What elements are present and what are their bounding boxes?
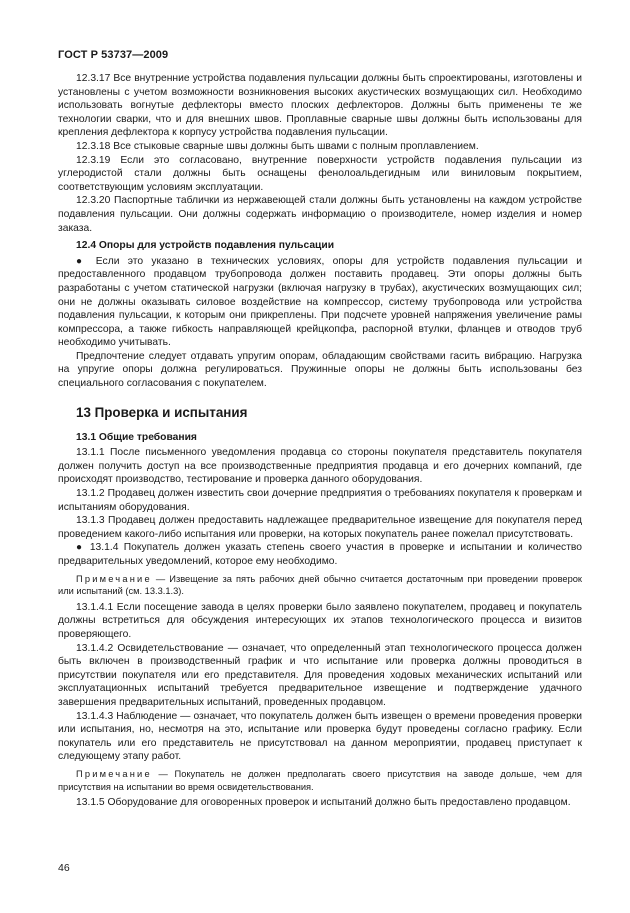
paragraph-text: 13.1.4.2 Освидетельствование — означает, что определенный этап технологического процесса должен быть включен в производственный график и что испытание или проверка должны проводиться в присутствии покупателя или его представителя. Для проведения ходовых механических испытаний или эксплуатационных испытаний требуется предварительное извещение и подтверждение удачного завершения предварительных испытаний, проведенных продавцом. [58, 642, 582, 708]
bullet-icon: ● [76, 542, 85, 554]
paragraph-text: 13.1.5 Оборудование для оговоренных проверок и испытаний должно быть предоставлено продавцом. [76, 797, 571, 809]
bullet-icon: ● [76, 255, 88, 267]
subsection-heading: 13.1 Общие требования [76, 431, 197, 443]
note-label: Примечание [76, 768, 152, 779]
note-text: Извещение за пять рабочих дней обычно считается достаточным при проведении проверок или испытаний (см. 13.3.1.3). [58, 573, 582, 597]
paragraph-text: Если это указано в технических условиях, опоры для устройств подавления пульсации и предоставленного продавцом трубопровода должен поставить продавец. Эти опоры должны быть разработаны с учетом статической нагрузки (включая нагрузку в трубах), акустических возмущающих сил; они не должны оказывать силовое воздействие на компрессор, систему трубопровода или устройства подавления пульсации, к которым они прикреплены. При подсчете уровней напряжения увеличение рамы компрессора, а также гибкость направляющей крейцкопфа, распорной втулки, фланцев и отводов труб необходимо учитывать. [58, 255, 582, 349]
paragraph-text: 13.1.1 После письменного уведомления продавца со стороны покупателя представитель покупателя должен получить доступ на все производственные предприятия продавца и его дочерних компаний, где происходят производство, тестирование и проверка данного оборудования. [58, 447, 582, 486]
paragraph-text: 13.1.3 Продавец должен предоставить надлежащее предварительное извещение для покупателя перед проведением какого-либо испытания или проверки, на которых покупатель ранее пожелал присутствовать. [58, 515, 582, 540]
note-paragraph [58, 573, 582, 598]
body-paragraph [58, 72, 582, 140]
paragraph-text: 12.3.17 Все внутренние устройства подавления пульсации должны быть спроектированы, изготовлены и установлены с учетом возможности возникновения высоких акустических возмущающих сил. Необходимо использовать вогнутые дефлекторы вместо плоских дефлекторов. Должны быть применены те же технологии сварки, что и для внешних швов. Проплавные сварные швы должны быть использованы для крепления дефлектора к корпусу устройства подавления пульсации. [58, 73, 582, 139]
paragraph-text: 13.1.2 Продавец должен известить свои дочерние предприятия о требованиях покупателя к проверкам и испытаниям оборудования. [58, 488, 582, 513]
body-paragraph [58, 255, 582, 350]
body-paragraph [58, 446, 582, 487]
paragraph-text: 13.1.4 Покупатель должен указать степень своего участия в проверке и испытании и количество предварительных уведомлений, которое ему необходимо. [58, 542, 582, 567]
body-paragraph [58, 514, 582, 541]
document-body [58, 72, 582, 810]
body-paragraph [58, 601, 582, 642]
paragraph-text: 12.3.19 Если это согласовано, внутренние поверхности устройств подавления пульсации из углеродистой стали должны быть оснащены фенолоальдегидным или виниловым покрытием, соответствующим условиям эксплуатации. [58, 154, 582, 193]
body-paragraph [58, 350, 582, 391]
body-paragraph [58, 140, 582, 154]
page-header: ГОСТ Р 53737—2009 [58, 49, 169, 61]
paragraph-text: 12.3.18 Все стыковые сварные швы должны быть швами с полным проплавлением. [76, 140, 479, 152]
body-paragraph [58, 796, 582, 810]
note-text: Покупатель не должен предполагать своего присутствия на заводе дольше, чем для присутствия на испытании во время освидетельствования. [58, 768, 582, 792]
body-paragraph [58, 541, 582, 568]
page-number: 46 [58, 862, 70, 874]
note-paragraph [58, 768, 582, 793]
body-paragraph [58, 710, 582, 764]
body-paragraph [58, 487, 582, 514]
paragraph-text: 12.3.20 Паспортные таблички из нержавеющей стали должны быть установлены на каждом устройстве подавления пульсации. Они должны содержать информацию о производителе, номер изделия и номер заказа. [58, 195, 582, 234]
note-label: Примечание [76, 573, 152, 584]
body-paragraph [58, 194, 582, 235]
body-paragraph [58, 154, 582, 195]
section-heading: 13 Проверка и испытания [76, 404, 248, 420]
note-dash: — [151, 573, 170, 584]
subsection-heading: 12.4 Опоры для устройств подавления пульсации [76, 240, 335, 252]
paragraph-text: Предпочтение следует отдавать упругим опорам, обладающим свойствами гасить вибрацию. Нагрузка на упругие опоры должна регулироваться. Пружинные опоры не должны быть использованы без специального согласования с покупателем. [58, 350, 582, 390]
paragraph-text: 13.1.4.1 Если посещение завода в целях проверки было заявлено покупателем, продавец и покупатель должны встретиться для обсуждения интересующих их этапов технологического процесса и визитов проверяющего. [58, 601, 582, 640]
note-dash: — [151, 768, 175, 779]
body-paragraph [58, 642, 582, 710]
paragraph-text: 13.1.4.3 Наблюдение — означает, что покупатель должен быть извещен о времени проведения проверки или испытания, но, несмотря на это, испытание или проверка будут проведены согласно графику. Если покупатель или его представитель не присутствовал на данном мероприятии, продавец приступает к следующему этапу работ. [58, 710, 582, 763]
